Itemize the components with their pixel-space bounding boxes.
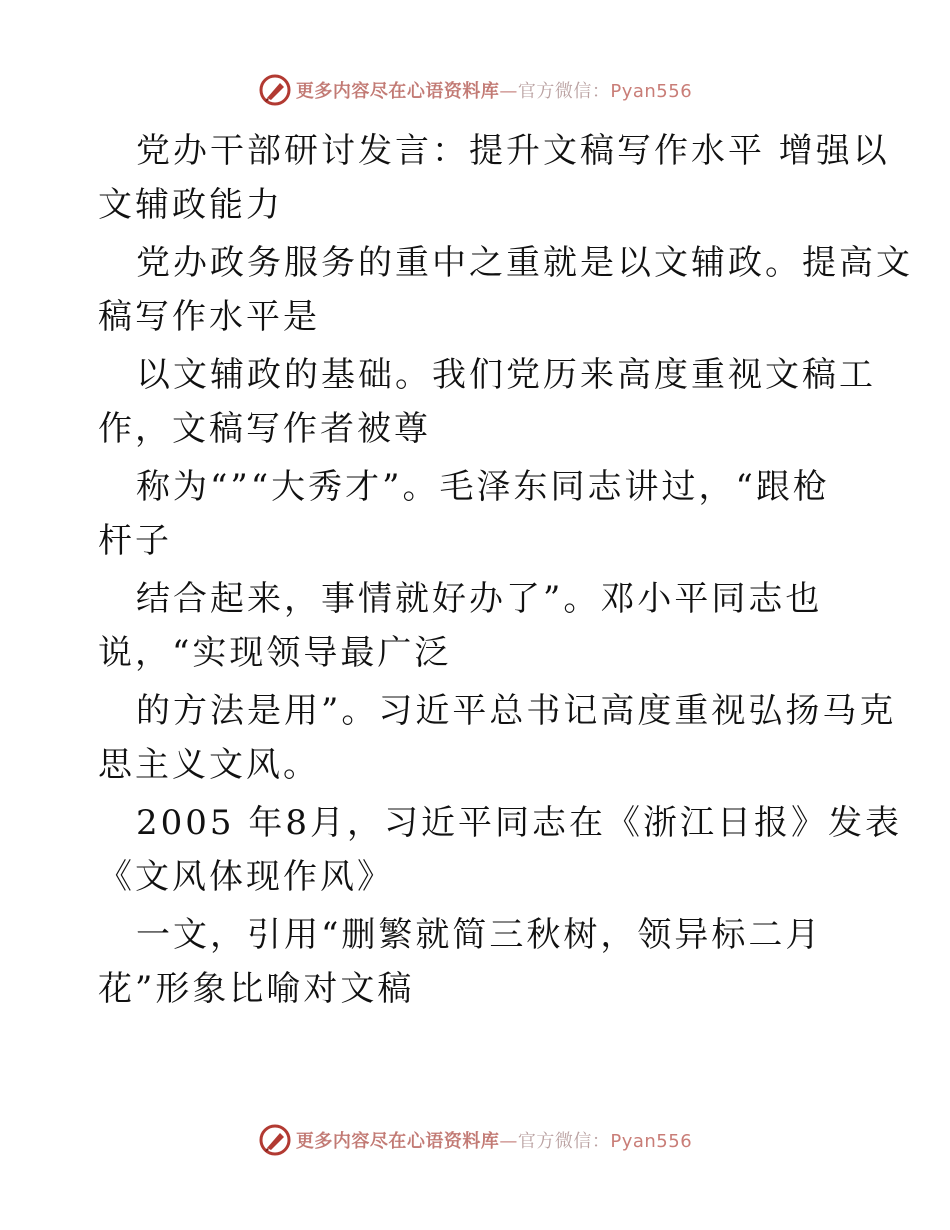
footer-watermark — [0, 1120, 950, 1160]
watermark-id: Pyan556 — [610, 81, 693, 102]
paragraph-line: 《文风体现作风》 — [98, 857, 394, 897]
paragraph — [98, 684, 897, 792]
document-body — [98, 124, 913, 1020]
watermark-id: Pyan556 — [610, 1131, 693, 1152]
paragraph-line: 文辅政能力 — [98, 185, 283, 225]
paragraph-title — [98, 124, 890, 232]
pen-logo-icon — [258, 1123, 292, 1157]
header-watermark — [0, 70, 950, 110]
paragraph-line: 党办干部研讨发言：提升文稿写作水平 增强以 — [136, 131, 890, 171]
paragraph-line: 思主义文风。 — [98, 745, 320, 785]
paragraph-line: 党办政务服务的重中之重就是以文辅政。提高文 — [136, 243, 913, 283]
paragraph-line: 花”形象比喻对文稿 — [98, 969, 415, 1009]
paragraph-line: 稿写作水平是 — [98, 297, 320, 337]
watermark-dash: — — [499, 1131, 518, 1152]
paragraph-line: 一文，引用“删繁就简三秋树，领异标二月 — [136, 915, 823, 955]
watermark-main: 更多内容尽在心语资料库 — [295, 1131, 500, 1152]
paragraph — [98, 236, 913, 344]
paragraph-line: 的方法是用”。习近平总书记高度重视弘扬马克 — [136, 691, 897, 731]
watermark-text — [296, 1127, 692, 1153]
paragraph-line: 说，“实现领导最广泛 — [98, 633, 452, 673]
watermark-sub: 官方微信： — [517, 81, 611, 102]
paragraph-line: 杆子 — [98, 521, 172, 561]
paragraph-line: 以文辅政的基础。我们党历来高度重视文稿工 — [136, 355, 876, 395]
paragraph-line: 作，文稿写作者被尊 — [98, 409, 431, 449]
watermark-text — [296, 77, 692, 103]
watermark-main: 更多内容尽在心语资料库 — [295, 81, 500, 102]
paragraph — [98, 796, 902, 904]
paragraph — [98, 908, 858, 1016]
paragraph — [98, 460, 858, 568]
pen-logo-icon — [258, 73, 292, 107]
paragraph-line: 结合起来，事情就好办了”。邓小平同志也 — [136, 579, 823, 619]
paragraph-line: 2005 年8月，习近平同志在《浙江日报》发表 — [136, 803, 902, 843]
watermark-sub: 官方微信： — [517, 1131, 611, 1152]
watermark-dash: — — [499, 81, 518, 102]
paragraph — [98, 572, 858, 680]
paragraph-line: 称为“”“大秀才”。毛泽东同志讲过，“跟枪 — [136, 467, 830, 507]
paragraph — [98, 348, 876, 456]
